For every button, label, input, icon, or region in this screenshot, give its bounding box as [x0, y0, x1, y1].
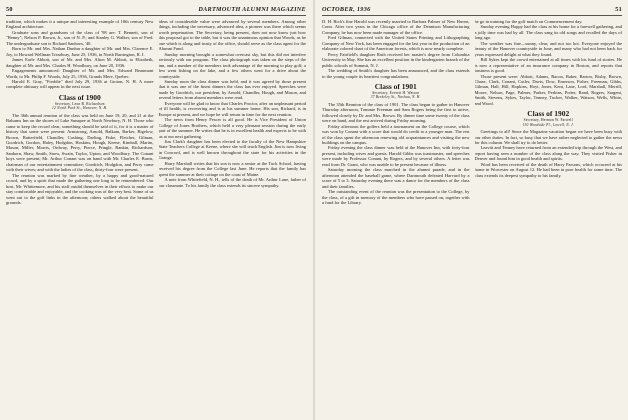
class-secretary: Secretary, Hermon W. Farwell — [523, 118, 573, 123]
left-running-title: DARTMOUTH ALUMNI MAGAZINE — [198, 6, 306, 13]
class-heading: Class of 1901 — [374, 81, 417, 91]
paragraph: Leavitt and Tenney have returned from an extended trip through the West, and report having seen a number of the class along the way. They visited Fisher in Denver and found him in good health and spirits. — [474, 145, 622, 162]
right-running-title: OCTOBER, 1936 — [322, 6, 371, 13]
paragraph: Everyone will be glad to know that Charles Proctor, after an unpleasant period of ill health, is recovering and is at his summer home. His son, Richard, is in Europe at present, and we hope he will return in time for the next reunion. — [158, 100, 306, 117]
gutter — [313, 0, 315, 420]
paragraph: D. H. Rich's fine Harold was recently married to Barbara Palmer of New Haven, Conn. After two years in the Chicago office of the Dennison Manufacturing Company, he has now been made manager of the office. — [322, 19, 470, 35]
paragraph: Greetings to all! Since the Magazine vacation began we have been busy with our other duties. In fact, so busy that we have rather neglected to gather the news for this column. We shall try to do better. — [474, 129, 622, 145]
paragraph: Harold E. Gray, "Freddie" died July 29, 1936 at Groton, N. H. A more complete obituary will appear in the next issue. — [6, 78, 154, 90]
paragraph: ideas of considerable value were advanced by several members. Among other things, including the necessary, advanced idea, a pioneer was there which seems worth perpetuation. The Secretary, being present, does not now know just how this proposal got to the table, but it was the unanimous opinion that Woods, as he one which is along and trusty of the office, should serve as the class agent for the Alumni Fund. — [158, 19, 306, 52]
left-page-number: 50 — [6, 6, 13, 13]
paragraph: The outstanding event of the reunion was the presentation to the College, by the class, of a gift in memory of the members who have passed on, together with a fund for the Library. — [322, 189, 470, 205]
paragraph: Sunday noon the class dinner was held, and it was agreed by those present that it was one of the finest dinners the class has ever enjoyed. Speeches were made by Goodrich, our president, by Arnold, Chandler, Hough, and Mason, and several letters from absent members were read. — [158, 78, 306, 101]
paragraph: Those present were: Abbott, Adams, Bacon, Baker, Barton, Bixby, Brown, Chase, Clark, Conant, Cutler, Davis, Dow, Emerson, Fisher, Freeman, Gibbs, Gilman, Hall, Hill, Hopkins, Hoyt, Jones, Kent, Lane, Lord, Marshall, Merrill, Moore, Nelson, Page, Palmer, Parker, Perkins, Potter, Rand, Rogers, Sargent, Smith, Stevens, Sykes, Taylor, Tenney, Tucker, Walker, Watson, Wells, White, and Wood. — [474, 73, 622, 106]
class-secretary: Secretary, Leon B. Richardson — [54, 101, 105, 106]
left-columns — [6, 19, 306, 419]
class-secretary-address: 130 Woodside Pl., Lowell, N. J. — [522, 122, 574, 127]
left-column-1 — [6, 19, 154, 419]
paragraph: Fred Gilman, connected with the United States Printing and Lithographing Company of New York, has been engaged for the last year in the production of an elaborate colored chart of the American forests, which is now nearly complete. — [322, 35, 470, 52]
right-page — [316, 0, 628, 420]
paragraph: Sunday morning brought a somewhat overcast sky, but this did not interfere seriously with our program. The class photograph was taken on the steps of the inn, and a number of the members took advantage of the morning to play golf; a few went fishing on the lake, and a few others went for a drive about the countryside. — [158, 51, 306, 79]
paragraph: The 35th Reunion of the class of 1901. The class began to gather in Hanover Thursday afternoon, Tommie Freeman and Sam Rogers being the first to arrive, followed closely by Dr. and Mrs. Brown. By dinner time some twenty of the class were on hand, and the rest arrived during Friday morning. — [322, 101, 470, 124]
paragraph: Born to Mr. and Mrs. Nathan Dunbar a daughter of Mr. and Mrs. Clarence E. Joy, to Howard Wellman Treadway, June 25, 1936, in North Barrington, R. I. — [6, 46, 154, 57]
paragraph: The reunion was marked by fine weather, by a happy and good-natured crowd, and by a spirit that made the gathering one long to be remembered. Our host, Mr. Whittemore, and his staff outdid themselves in their efforts to make our stay comfortable and enjoyable, and the cooking was of the very best. Some of us went out to the golf links in the afternoon; others walked about the beautiful grounds. — [6, 172, 154, 205]
paragraph: Bill Sykes kept the crowd entertained at all times with his fund of stories. He is now a representative of an insurance company in Boston, and reports that business is good. — [474, 57, 622, 74]
class-heading: Class of 1902 — [527, 109, 570, 119]
left-column-2 — [159, 19, 307, 419]
paragraph: A note from Whitefield, N. H., tells of the death of Mr. Arthur Lane, father of our classmate. To his family the class extends its sincere sympathy. — [158, 177, 306, 188]
paragraph: The weather was fine—sunny, clear, and not too hot. Everyone enjoyed the beauty of the Hanover countryside in June, and many who had not been back for years expressed delight at what they found. — [474, 40, 622, 57]
class-secretary-address: 37 Berkeley St., Nashua, N. H. — [370, 95, 421, 100]
paragraph: Friday evening the class dinner was held at the Hanover Inn, with forty-four present, including wives and guests. Harold Gibbs was toastmaster, and speeches were made by Professor Conant, by Rogers, and by several others. A letter was read from Dr. Grant, who was unable to be present because of illness. — [322, 145, 470, 167]
paragraph: The wedding of Smith's daughter has been announced, and the class extends to the young couple its heartiest congratulations. — [322, 68, 470, 79]
paragraph: Friday afternoon the golfers held a tournament on the College course, which was won by Conant with a score that would do credit to a younger man. The rest of the class spent the afternoon renewing old acquaintances and visiting the new buildings on the campus. — [322, 123, 470, 145]
right-page-number: 51 — [615, 6, 622, 13]
paragraph: tradition, which makes it a unique and interesting example of 18th century New England architecture. — [6, 19, 154, 30]
paragraph: Harry Marshall writes that his son is now a senior at the Tuck School, having received his degree from the College last June. He reports that the family has spent the summer at their cottage on the coast of Maine. — [158, 160, 306, 177]
paragraph: Percy Fairfield's daughter Ruth received her master's degree from Columbia University in May. She has an excellent position in the kindergarten branch of the public schools of Summit, N. J. — [322, 51, 470, 68]
right-column-1 — [322, 19, 470, 419]
paragraph: The 36th annual reunion of the class was held on June 19, 20, and 21 at the Balsams Inn on the shores of Lake Sunapee at North Newbury, N. H. Those who came to keep the record clear, something should be said of it, for it is a matter of history that some were present: Armstrong, Arnold, Balkam, Barker, Bigelow, Brown, Butterfield, Chandler, Cushing, Darling, Fiske, Fletcher, Gilman, Goodrich, Gordon, Haley, Hodgdon, Hoskins, Hough, Keene, Kimball, Martin, Mason, Miller, Morris, Ordway, Perry, Pierce, Pringle, Rankin, Richardson, Sanborn, Shaw, Smith, Snow, Swain, Taylor, Upton, and Woodbury. The Conant boys were present; Mr. Arthur Conant was on hand with Mr. Charles E. Burns, chairman of our entertainment committee; Goodrich, Hodgdon, and Perry came with their wives; and with the ladies of the class, thirty-four were present. — [6, 112, 154, 173]
paragraph: Engagements announced: Daughter of Mr. and Mrs. Edward Beaumont Worth, to Mr. Philip F. Woods, July 25, 1936, Grands Mere, Quebec. — [6, 68, 154, 79]
paragraph: Sunday evening Hoppy had the class at his home for a farewell gathering, and a jolly time was had by all. The class sang its old songs and recalled the days of long ago. — [474, 24, 622, 41]
right-running-head — [322, 6, 622, 16]
right-column-2 — [475, 19, 623, 419]
paragraph: James Earle Abbott, son of Mr. and Mrs. Alton M. Abbott, to Elizabeth, daughter of Mr. and Mrs. Charles H. Woodbury, on June 20, 1936. — [6, 57, 154, 68]
left-page — [0, 0, 312, 420]
paragraph: Word has been received of the death of Harry Parsons, which occurred at his home in Worcester on August 12. He had been in poor health for some time. The class extends its deepest sympathy to his family. — [474, 161, 622, 178]
paragraph: Jim Clark's daughter has been elected to the faculty of the New Hampshire State Teachers College at Keene, where she will teach English. Jim is now living in Concord, and is well known throughout the state for his activities in the Grange. — [158, 138, 306, 161]
left-running-head — [6, 6, 306, 16]
paragraph: Saturday morning the class marched in the alumni parade, and in the afternoon attended the baseball game, where Dartmouth defeated Harvard by a score of 5 to 3. Saturday evening there was a dance for the members of the class and their families. — [322, 167, 470, 189]
class-secretary: Secretary, Everett H. Watson — [372, 90, 420, 95]
paragraph: he go in training for the golf match on Commencement day. — [474, 19, 583, 24]
right-columns — [322, 19, 622, 419]
paragraph: The news from Henry Fescer is all good. He is Vice President of Union College of Jones Brothers, which held a very pleasant session during the early part of the summer. He writes that he is in excellent health and expects to be with us at our next gathering. — [158, 117, 306, 139]
paragraph: Graduate sons and grandsons of the class of '98 are: T. Bennett, son of "Benny"; Nelson P. Brown, Jr., son of N. P.; and Stanley G. Walker, son of Fred. The undergraduate son is Richard Sanborn, '40. — [6, 29, 154, 46]
class-heading: Class of 1900 — [58, 92, 101, 102]
class-secretary-address: 12 North Park St., Hanover, N. H. — [52, 106, 108, 111]
